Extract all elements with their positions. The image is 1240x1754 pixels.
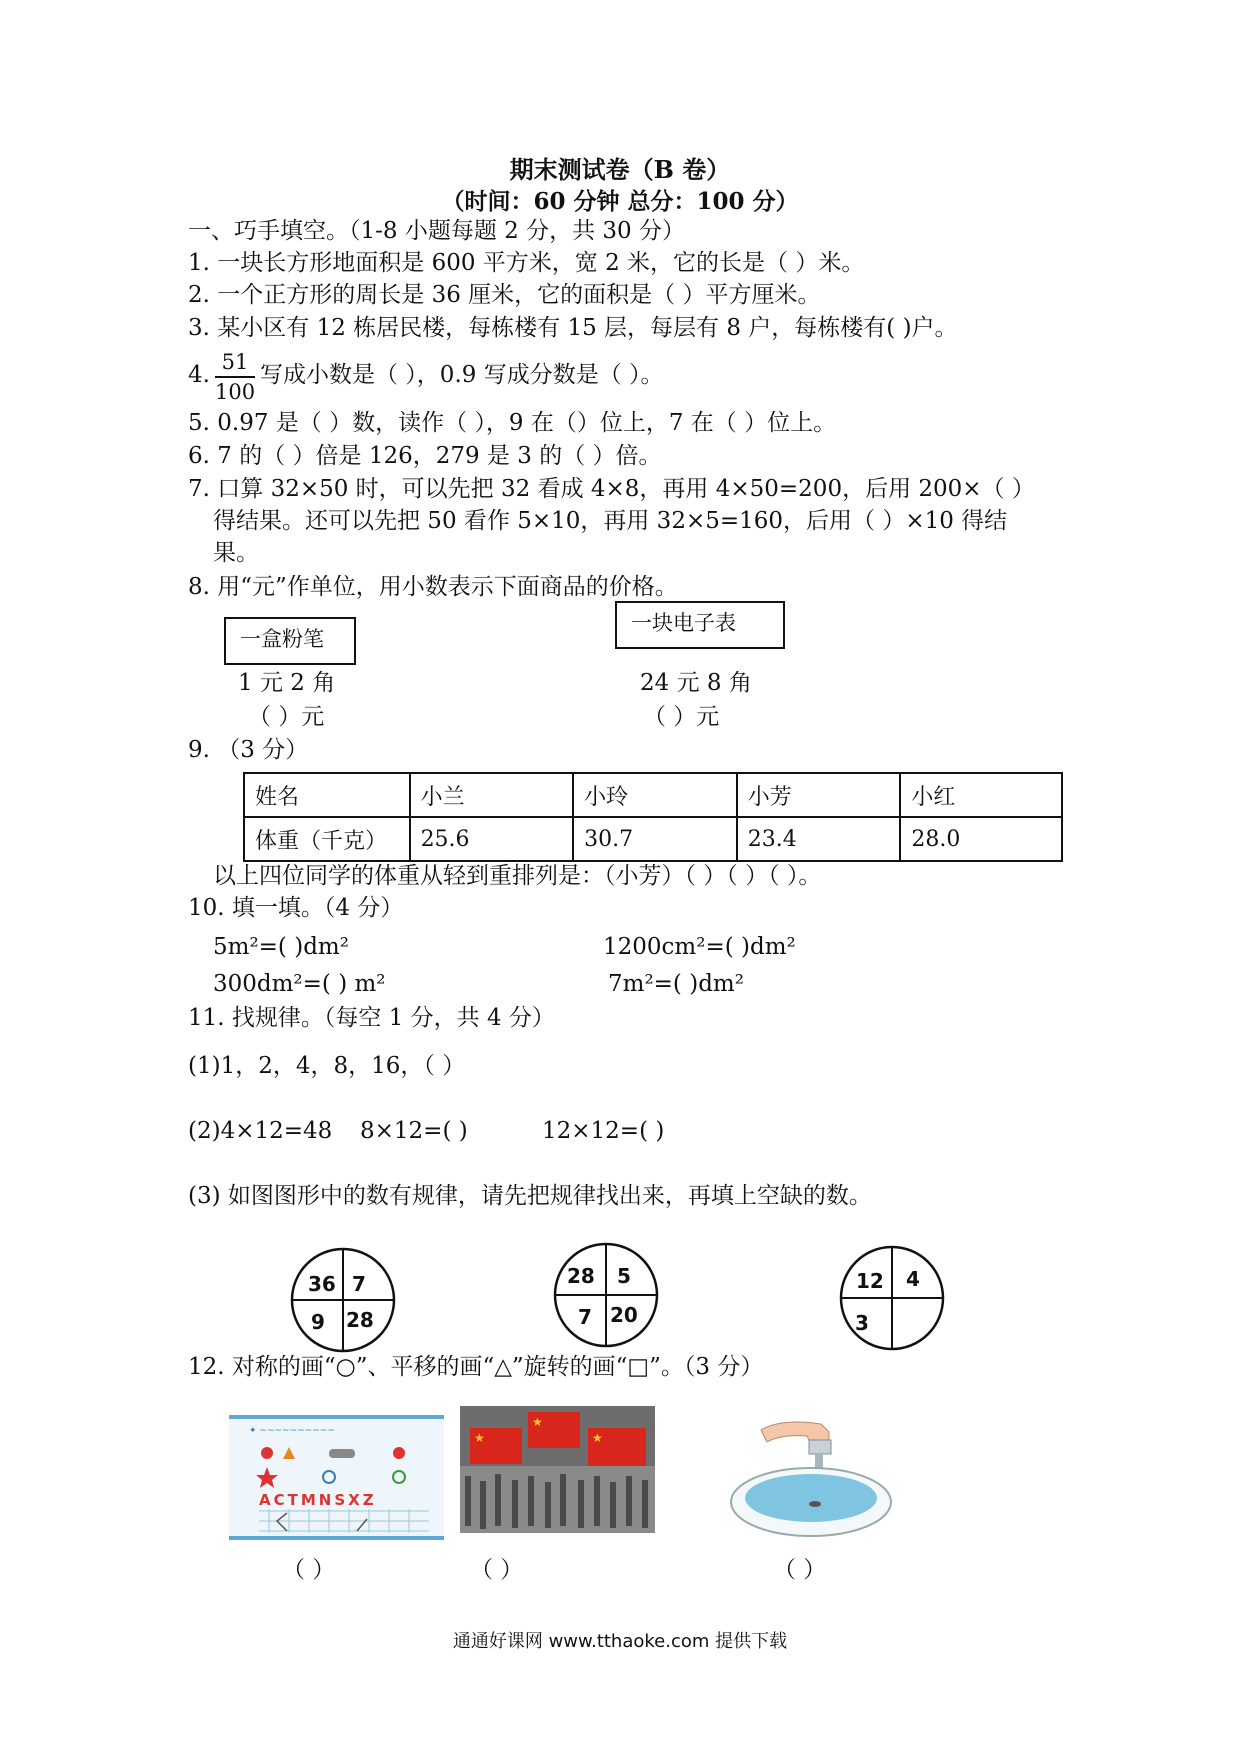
table-cell: 23.4 [737, 817, 901, 861]
number-circle-1 [288, 1245, 398, 1355]
question-9-answer: 以上四位同学的体重从轻到重排列是：（小芳）（ ）（ ）（ ）。 [213, 863, 822, 889]
table-cell: 25.6 [410, 817, 574, 861]
conversion-c: 300dm²=( ) m² [213, 971, 386, 997]
question-7-line2: 得结果。还可以先把 50 看作 5×10，再用 32×5=160，后用（ ）×10 得结 [213, 508, 1008, 534]
table-header-cell: 姓名 [244, 773, 410, 817]
pattern-3: (3) 如图图形中的数有规律，请先把规律找出来，再填上空缺的数。 [188, 1183, 872, 1209]
circle-2-bottom-left: 7 [578, 1305, 592, 1329]
chalk-answer: （ ）元 [248, 704, 325, 730]
footer: 通通好课网 www.tthaoke.com 提供下载 [452, 1631, 788, 1652]
table-header-cell: 小红 [900, 773, 1062, 817]
svg-text:★: ★ [592, 1431, 603, 1445]
page-subtitle: （时间：60 分钟 总分：100 分） [441, 188, 799, 215]
question-4-fraction [215, 348, 255, 406]
table-cell: 30.7 [573, 817, 737, 861]
watch-price: 24 元 8 角 [640, 670, 752, 696]
circle-1-top-right: 7 [352, 1272, 366, 1296]
svg-text:★: ★ [532, 1415, 543, 1429]
table-cell: 28.0 [900, 817, 1062, 861]
pattern-2a: (2)4×12=48 [188, 1118, 333, 1144]
number-circle-3 [837, 1243, 947, 1353]
question-10-label: 10. 填一填。（4 分） [188, 895, 404, 921]
picture-3-answer: （ ） [773, 1557, 827, 1583]
pattern-2b: 8×12=( ) [360, 1118, 468, 1144]
question-2: 2. 一个正方形的周长是 36 厘米，它的面积是（ ）平方厘米。 [188, 282, 821, 308]
page-title: 期末测试卷（B 卷） [509, 155, 731, 184]
pattern-1: (1)1，2，4，8，16，（ ） [188, 1053, 466, 1079]
question-7-line1: 7. 口算 32×50 时，可以先把 32 看成 4×8，再用 4×50=200，后用 200×（ ） [188, 476, 1035, 502]
watch-answer: （ ）元 [643, 704, 720, 730]
circle-2-bottom-right: 20 [610, 1303, 638, 1327]
circle-1-bottom-right: 28 [346, 1308, 374, 1332]
pattern-2c: 12×12=( ) [542, 1118, 665, 1144]
question-12: 12. 对称的画“○”、平移的画“△”旋转的画“□”。（3 分） [188, 1354, 764, 1380]
picture-2-answer: （ ） [470, 1557, 524, 1583]
table-row [244, 773, 1062, 817]
question-3: 3. 某小区有 12 栋居民楼，每栋楼有 15 层，每层有 8 户，每栋楼有( )户。 [188, 315, 958, 341]
circle-1-bottom-left: 9 [311, 1310, 325, 1334]
section-heading: 一、巧手填空。（1-8 小题每题 2 分，共 30 分） [188, 218, 685, 244]
circle-2-top-right: 5 [617, 1264, 631, 1288]
circle-3-top-left: 12 [856, 1269, 884, 1293]
table-header-cell: 小玲 [573, 773, 737, 817]
letters-row: ACTMNSXZ [259, 1491, 377, 1509]
number-circle-2 [551, 1240, 661, 1350]
item-box-chalk: 一盒粉笔 [224, 617, 356, 665]
table-row [244, 817, 1062, 861]
fraction-numerator: 51 [215, 348, 255, 378]
question-6: 6. 7 的（ ）倍是 126，279 是 3 的（ ）倍。 [188, 443, 662, 469]
question-1: 1. 一块长方形地面积是 600 平方米，宽 2 米，它的长是（ ）米。 [188, 250, 865, 276]
symbols-chart-picture [229, 1415, 444, 1540]
faucet-sink-picture [711, 1410, 896, 1545]
svg-text:★: ★ [474, 1431, 485, 1445]
question-5: 5. 0.97 是（ ）数，读作（ ），9 在（）位上，7 在（ ）位上。 [188, 410, 837, 436]
circle-1-top-left: 36 [308, 1272, 336, 1296]
question-11-label: 11. 找规律。（每空 1 分，共 4 分） [188, 1005, 555, 1031]
flags-picture [460, 1406, 655, 1533]
question-7-line3: 果。 [213, 540, 259, 566]
conversion-b: 1200cm²=( )dm² [603, 934, 796, 960]
table-header-cell: 小芳 [737, 773, 901, 817]
question-8: 8. 用“元”作单位，用小数表示下面商品的价格。 [188, 574, 678, 600]
fraction-denominator: 100 [215, 380, 256, 404]
weight-table [243, 772, 1063, 862]
conversion-a: 5m²=( )dm² [213, 934, 349, 960]
chalk-price: 1 元 2 角 [238, 670, 336, 696]
svg-text:✦ ~~~~~~~~~~: ✦ ~~~~~~~~~~ [249, 1426, 335, 1436]
question-4-number: 4. [188, 362, 210, 388]
table-header-cell: 小兰 [410, 773, 574, 817]
circle-3-bottom-left: 3 [855, 1311, 869, 1335]
picture-1-answer: （ ） [282, 1557, 336, 1583]
circle-3-top-right: 4 [906, 1267, 920, 1291]
item-box-watch: 一块电子表 [615, 601, 785, 649]
conversion-d: 7m²=( )dm² [608, 971, 744, 997]
question-4: 写成小数是（ ），0.9 写成分数是（ ）。 [260, 362, 664, 388]
question-9-label: 9. （3 分） [188, 737, 309, 763]
table-cell: 体重（千克） [244, 817, 410, 861]
circle-2-top-left: 28 [567, 1264, 595, 1288]
